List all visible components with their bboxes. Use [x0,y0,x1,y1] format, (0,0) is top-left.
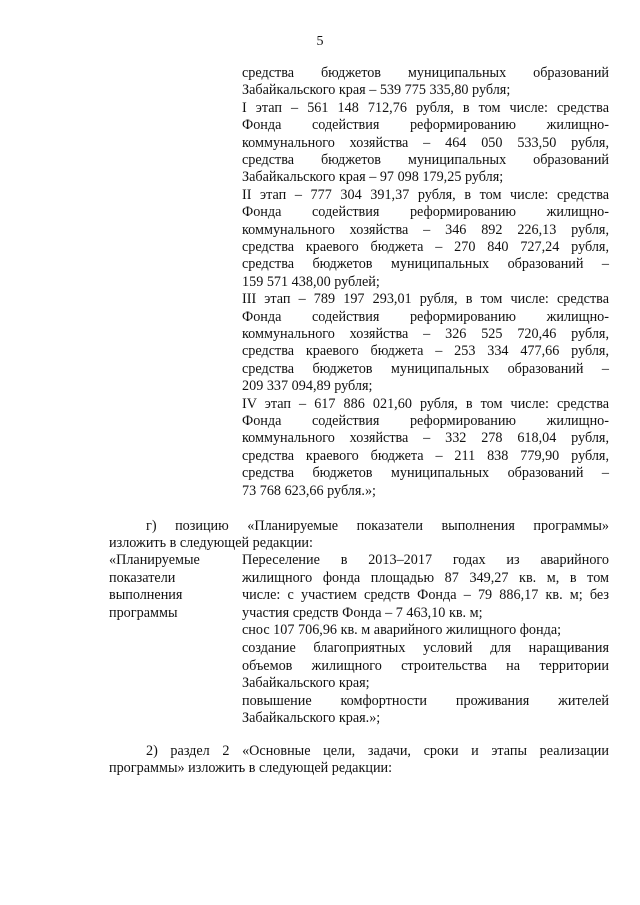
text-line: коммунального хозяйства – 326 525 720,46 рубля, [242,326,609,342]
text-line: Забайкальского края – 97 098 179,25 рубля; [242,169,504,186]
text-line: программы [109,604,178,621]
text-line: средства бюджетов муниципальных образований – [242,360,609,377]
text-line: средства бюджетов муниципальных образований – [242,465,609,482]
text-line: числе: с участием средств Фонда – 79 886,17 кв. м; без [242,587,609,604]
text-line: II этап – 777 304 391,37 рубля, в том числе: средства [242,186,609,203]
text-line: средства бюджетов муниципальных образований [242,65,609,81]
text-line: 159 571 438,00 рублей; [242,273,380,290]
text-line: Фонда содействия реформированию жилищно- [242,308,609,325]
text-line: показатели [109,569,176,586]
text-line: Фонда содействия реформированию жилищно- [242,117,609,134]
text-line: объемов жилищного строительства на территории [242,657,609,674]
text-line: средства бюджетов муниципальных образований [242,152,609,168]
text-line: коммунального хозяйства – 346 892 226,13 рубля, [242,221,609,238]
text-line: Фонда содействия реформированию жилищно- [242,413,609,429]
text-line: 209 337 094,89 рубля; [242,378,373,395]
text-line: снос 107 706,96 кв. м аварийного жилищного фонда; [242,622,562,639]
text-line: III этап – 789 197 293,01 рубля, в том числе: средства [242,291,609,308]
text-line: Забайкальского края; [242,675,370,692]
text-line: коммунального хозяйства – 464 050 533,50 рубля, [242,134,609,151]
text-line: I этап – 561 148 712,76 рубля, в том числе: средства [242,99,609,116]
text-line: создание благоприятных условий для наращивания [242,640,609,656]
text-line: 2) раздел 2 «Основные цели, задачи, сроки и этапы реализации [146,743,609,759]
text-line: средства бюджетов муниципальных образований – [242,256,609,273]
text-line: участия средств Фонда – 7 463,10 кв. м; [242,604,483,621]
text-line: Забайкальского края.»; [242,710,381,727]
text-line: средства краевого бюджета – 253 334 477,66 рубля, [242,343,609,360]
text-line: жилищного фонда площадью 87 349,27 кв. м, в том [242,569,609,586]
text-line: повышение комфортности проживания жителей [242,692,609,709]
text-line: изложить в следующей редакции: [109,535,313,551]
text-line: средства краевого бюджета – 211 838 779,90 рубля, [242,447,609,464]
text-line: Фонда содействия реформированию жилищно- [242,204,609,221]
text-line: Забайкальского края – 539 775 335,80 рубля; [242,82,511,99]
text-line: 73 768 623,66 рубля.»; [242,482,376,499]
text-line: IV этап – 617 886 021,60 рубля, в том числе: средства [242,395,609,412]
page-number: 5 [316,34,324,49]
text-line: г) позицию «Планируемые показатели выполнения программы» [146,518,609,534]
text-line: выполнения [109,587,183,604]
text-line: Переселение в 2013–2017 годах из аварийного [242,552,609,568]
text-line: программы» изложить в следующей редакции: [109,760,393,776]
text-line: «Планируемые [109,552,200,568]
text-line: коммунального хозяйства – 332 278 618,04 рубля, [242,430,609,447]
text-line: средства краевого бюджета – 270 840 727,24 рубля, [242,239,609,255]
